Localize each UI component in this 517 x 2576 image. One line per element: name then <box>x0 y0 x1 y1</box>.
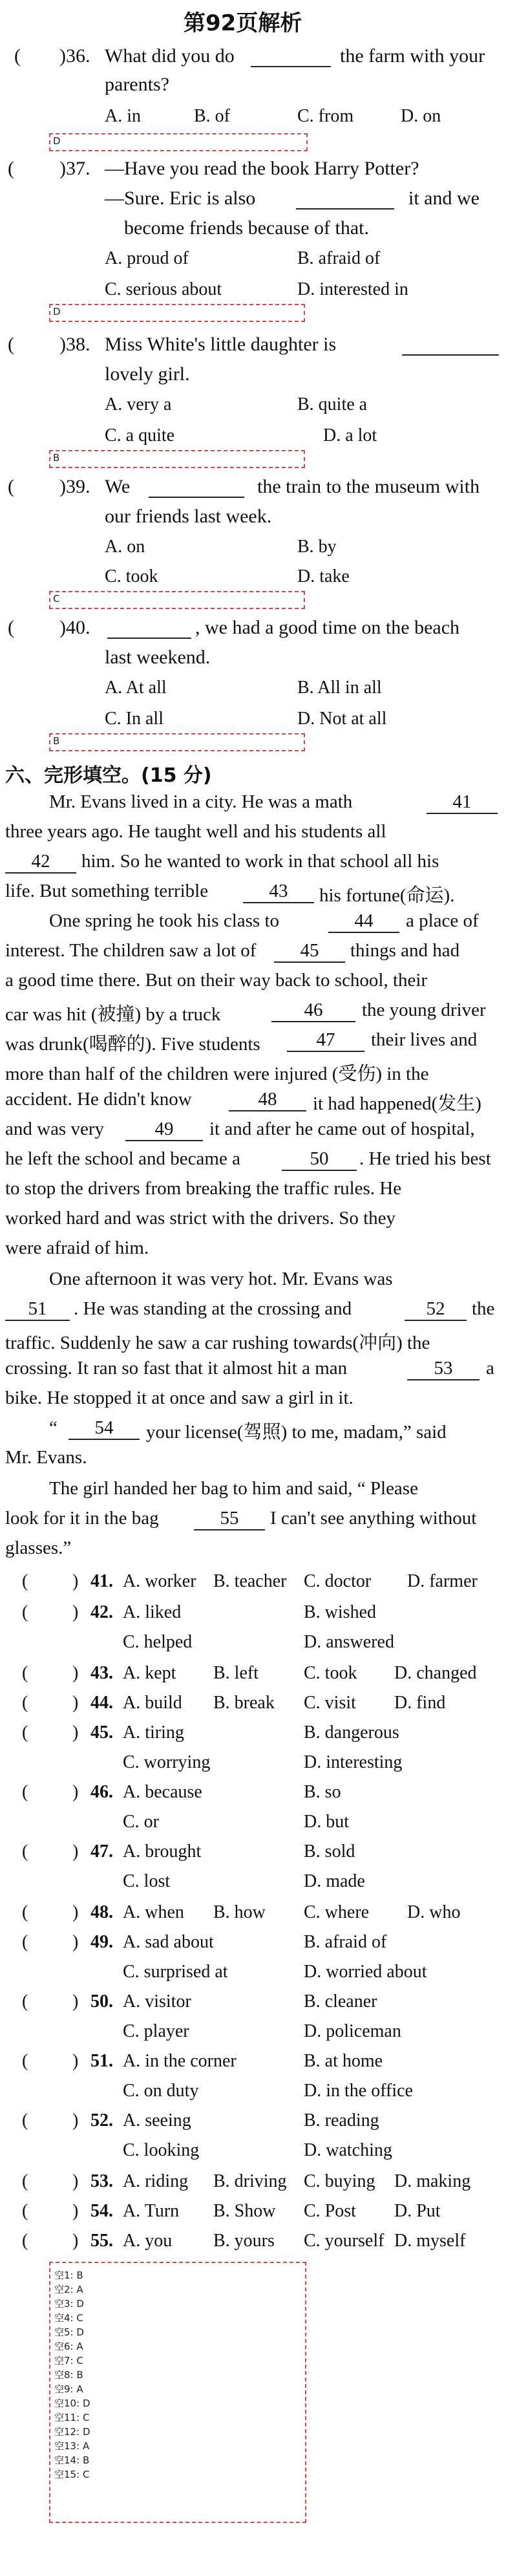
passage-line: Mr. Evans lived in a city. He was a math <box>49 791 353 812</box>
option-b: B. teacher <box>213 1571 287 1591</box>
question-number: 41. <box>90 1571 113 1591</box>
answer-key-row: 空4: C <box>54 2312 83 2324</box>
option-b: B. quite a <box>297 394 368 414</box>
option-a: A. tiring <box>123 1723 184 1743</box>
option-c: C. or <box>123 1812 159 1832</box>
question-number: 48. <box>90 1902 113 1922</box>
passage-line: . He was standing at the crossing and <box>74 1298 352 1319</box>
option-a: A. At all <box>105 678 167 698</box>
answer-paren: ( <box>22 2171 28 2191</box>
question-number: 54. <box>90 2201 113 2221</box>
option-d: D. who <box>407 1902 461 1922</box>
cloze-blank: 49 <box>125 1119 203 1141</box>
option-d: D. making <box>394 2171 471 2191</box>
option-d: D. answered <box>304 1632 394 1652</box>
answer-paren: ( <box>22 2231 28 2251</box>
answer-paren: ( <box>8 334 14 355</box>
passage-line: him. So he wanted to work in that school all his <box>81 851 439 872</box>
option-d: D. on <box>401 106 441 126</box>
answer-blank <box>149 497 244 498</box>
option-b: B. at home <box>304 2051 383 2071</box>
answer-paren: ( <box>22 1723 28 1743</box>
option-b: B. left <box>213 1663 258 1683</box>
question-number: 43. <box>90 1663 113 1683</box>
answer-paren: ( <box>22 2110 28 2131</box>
option-a: A. visitor <box>123 1991 191 2012</box>
question-number: 50. <box>90 1991 113 2012</box>
passage-line: I can't see anything without <box>270 1508 477 1529</box>
answer-paren: ( <box>8 617 14 638</box>
answer-paren: ( <box>22 1932 28 1952</box>
passage-line: glasses.” <box>5 1538 72 1558</box>
answer-text: B <box>53 452 60 464</box>
question-number: 47. <box>90 1841 113 1862</box>
passage-line: was drunk(喝醉的). Five students <box>5 1034 260 1055</box>
option-c: C. surprised at <box>123 1962 228 1982</box>
passage-line: One afternoon it was very hot. Mr. Evans was <box>49 1269 393 1289</box>
option-a: A. very a <box>105 394 172 414</box>
answer-key-row: 空12: D <box>54 2426 90 2438</box>
answer-paren: ) <box>72 2171 79 2191</box>
cloze-blank: 51 <box>5 1298 70 1321</box>
question-stem: Miss White's little daughter is <box>105 334 337 355</box>
option-b: B. sold <box>304 1841 355 1862</box>
option-a: A. seeing <box>123 2110 191 2131</box>
option-b: B. how <box>213 1902 266 1922</box>
passage-line: interest. The children saw a lot of <box>5 940 257 961</box>
answer-paren: ) <box>72 2110 79 2131</box>
answer-paren: ( <box>22 1902 28 1922</box>
passage-line: the <box>472 1298 495 1319</box>
option-c: C. doctor <box>304 1571 372 1591</box>
question-stem: last weekend. <box>105 647 211 668</box>
option-b: B. dangerous <box>304 1723 399 1743</box>
option-c: C. helped <box>123 1632 193 1652</box>
answer-box <box>49 133 308 151</box>
answer-box <box>49 450 305 468</box>
answer-blank <box>296 208 394 209</box>
option-c: C. on duty <box>123 2081 199 2101</box>
answer-paren: ) <box>72 1571 79 1591</box>
option-d: D. find <box>394 1693 446 1713</box>
question-number: 49. <box>90 1932 113 1952</box>
passage-line: One spring he took his class to <box>49 910 280 931</box>
question-stem: become friends because of that. <box>124 217 369 239</box>
option-c: C. from <box>297 106 354 126</box>
option-c: C. In all <box>105 709 164 729</box>
cloze-blank: 47 <box>287 1029 364 1052</box>
option-c: C. serious about <box>105 279 222 299</box>
answer-text: D <box>53 135 61 147</box>
answer-paren: ( <box>8 476 14 497</box>
option-d: D. Not at all <box>297 709 387 729</box>
answer-paren: ) <box>72 1841 79 1862</box>
passage-line: The girl handed her bag to him and said, “ Please <box>49 1478 418 1499</box>
passage-line: to stop the drivers from breaking the traffic rules. He <box>5 1178 402 1199</box>
question-number: 52. <box>90 2110 113 2131</box>
question-number: )38. <box>59 334 90 355</box>
option-a: A. when <box>123 1902 184 1922</box>
option-a: A. because <box>123 1782 202 1802</box>
option-d: D. policeman <box>304 2021 401 2041</box>
question-number: 53. <box>90 2171 113 2191</box>
answer-paren: ) <box>72 1602 79 1622</box>
option-c: C. lost <box>123 1871 171 1891</box>
answer-text: C <box>53 593 60 605</box>
question-stem: What did you do <box>105 45 235 67</box>
page-title: 第92页解析 <box>184 10 302 36</box>
passage-line: “ <box>49 1417 58 1438</box>
question-stem: —Have you read the book Harry Potter? <box>105 158 419 179</box>
option-c: C. a quite <box>105 425 175 445</box>
question-number: 44. <box>90 1693 113 1713</box>
passage-line: he left the school and became a <box>5 1148 240 1169</box>
answer-paren: ( <box>22 1693 28 1713</box>
option-a: A. brought <box>123 1841 202 1862</box>
option-b: B. of <box>194 106 230 126</box>
answer-key-row: 空11: C <box>54 2412 90 2423</box>
question-number: 55. <box>90 2231 113 2251</box>
option-b: B. cleaner <box>304 1991 377 2012</box>
answer-key-row: 空7: C <box>54 2355 83 2367</box>
cloze-blank: 53 <box>407 1358 480 1380</box>
question-number: 42. <box>90 1602 113 1622</box>
answer-box <box>49 304 305 322</box>
option-b: B. yours <box>213 2231 275 2251</box>
answer-key-row: 空5: D <box>54 2326 84 2338</box>
option-a: A. build <box>123 1693 182 1713</box>
option-c: C. looking <box>123 2140 200 2160</box>
option-d: D. but <box>304 1812 349 1832</box>
option-b: B. wished <box>304 1602 376 1622</box>
option-b: B. afraid of <box>297 248 381 268</box>
option-d: D. made <box>304 1871 365 1891</box>
passage-line: the young driver <box>362 1000 486 1020</box>
question-stem: the farm with your <box>340 45 485 67</box>
passage-line: a <box>486 1358 494 1379</box>
answer-blank <box>251 66 331 67</box>
option-c: C. yourself <box>304 2231 385 2251</box>
cloze-blank: 55 <box>194 1508 265 1530</box>
option-d: D. farmer <box>407 1571 478 1591</box>
passage-line: life. But something terrible <box>5 881 209 901</box>
option-d: D. worried about <box>304 1962 427 1982</box>
passage-line: look for it in the bag <box>5 1508 159 1529</box>
cloze-blank: 48 <box>229 1089 306 1111</box>
option-d: D. a lot <box>323 425 377 445</box>
passage-line: it had happened(发生) <box>313 1093 481 1114</box>
option-d: D. in the office <box>304 2081 413 2101</box>
question-stem: , we had a good time on the beach <box>195 617 460 638</box>
answer-box <box>49 733 305 751</box>
option-b: B. reading <box>304 2110 379 2131</box>
passage-line: it and after he came out of hospital, <box>209 1119 475 1139</box>
cloze-blank: 46 <box>271 1000 355 1022</box>
answer-paren: ( <box>22 1663 28 1683</box>
option-b: B. Show <box>213 2201 276 2221</box>
passage-line: a place of <box>406 910 479 931</box>
answer-paren: ) <box>72 2231 79 2251</box>
passage-line: more than half of the children were injured (受伤) in the <box>5 1064 429 1084</box>
option-d: D. take <box>297 566 350 586</box>
option-c: C. worrying <box>123 1752 211 1772</box>
option-a: A. in the corner <box>123 2051 237 2071</box>
option-b: B. driving <box>213 2171 287 2191</box>
option-a: A. in <box>105 106 141 126</box>
passage-line: bike. He stopped it at once and saw a girl in it. <box>5 1388 353 1408</box>
answer-paren: ) <box>72 1902 79 1922</box>
option-d: D. watching <box>304 2140 392 2160</box>
option-d: D. interested in <box>297 279 408 299</box>
passage-line: worked hard and was strict with the drivers. So they <box>5 1208 396 1229</box>
question-number: )36. <box>59 45 90 67</box>
question-stem: —Sure. Eric is also <box>105 188 256 209</box>
passage-line: a good time there. But on their way back to school, their <box>5 970 428 991</box>
answer-blank <box>402 354 499 356</box>
option-c: C. visit <box>304 1693 356 1713</box>
answer-paren: ( <box>8 158 14 179</box>
option-a: A. you <box>123 2231 173 2251</box>
passage-line: their lives and <box>371 1029 478 1050</box>
question-number: 51. <box>90 2051 113 2071</box>
passage-line: crossing. It ran so fast that it almost hit a man <box>5 1358 348 1379</box>
question-number: )37. <box>59 158 90 179</box>
option-b: B. so <box>304 1782 341 1802</box>
answer-key-row: 空6: A <box>54 2341 83 2352</box>
option-c: C. buying <box>304 2171 375 2191</box>
question-stem: lovely girl. <box>105 363 190 385</box>
option-c: C. where <box>304 1902 370 1922</box>
option-b: B. afraid of <box>304 1932 387 1952</box>
option-b: B. All in all <box>297 678 382 698</box>
passage-line: car was hit (被撞) by a truck <box>5 1004 221 1025</box>
answer-paren: ) <box>72 1932 79 1952</box>
passage-line: and was very <box>5 1119 105 1139</box>
answer-paren: ( <box>22 1602 28 1622</box>
answer-paren: ( <box>22 1841 28 1862</box>
option-c: C. player <box>123 2021 189 2041</box>
option-a: A. riding <box>123 2171 189 2191</box>
cloze-blank: 43 <box>243 881 314 903</box>
question-number: 45. <box>90 1723 113 1743</box>
option-d: D. myself <box>394 2231 466 2251</box>
answer-paren: ( <box>14 45 21 67</box>
question-stem: it and we <box>408 188 480 209</box>
option-a: A. Turn <box>123 2201 180 2221</box>
answer-paren: ( <box>22 1782 28 1802</box>
answer-blank <box>107 638 191 639</box>
question-stem: We <box>105 476 131 497</box>
cloze-blank: 42 <box>5 851 76 874</box>
passage-line: traffic. Suddenly he saw a car rushing towards(冲向) the <box>5 1333 430 1353</box>
option-d: D. interesting <box>304 1752 403 1772</box>
answer-paren: ) <box>72 1723 79 1743</box>
option-d: D. changed <box>394 1663 477 1683</box>
option-a: A. liked <box>123 1602 182 1622</box>
answer-key-row: 空9: A <box>54 2383 83 2395</box>
cloze-blank: 54 <box>69 1417 140 1440</box>
question-number: 46. <box>90 1782 113 1802</box>
option-c: C. took <box>105 566 158 586</box>
passage-line: were afraid of him. <box>5 1238 149 1258</box>
option-b: B. by <box>297 537 337 557</box>
answer-paren: ) <box>72 1782 79 1802</box>
cloze-blank: 45 <box>274 940 345 963</box>
question-stem: our friends last week. <box>105 506 272 527</box>
cloze-blank: 50 <box>282 1148 357 1171</box>
answer-key-row: 空10: D <box>54 2398 90 2409</box>
question-number: )40. <box>59 617 90 638</box>
question-stem: the train to the museum with <box>257 476 480 497</box>
option-d: D. Put <box>394 2201 441 2221</box>
passage-line: things and had <box>350 940 460 961</box>
option-c: C. Post <box>304 2201 356 2221</box>
answer-box <box>49 591 305 609</box>
cloze-blank: 44 <box>328 910 399 933</box>
passage-line: three years ago. He taught well and his students all <box>5 821 386 842</box>
passage-line: Mr. Evans. <box>5 1447 87 1468</box>
answer-key-row: 空1: B <box>54 2270 83 2281</box>
answer-paren: ) <box>72 1991 79 2012</box>
cloze-blank: 52 <box>405 1298 467 1321</box>
answer-key-row: 空8: B <box>54 2369 83 2381</box>
option-a: A. worker <box>123 1571 196 1591</box>
cloze-blank: 41 <box>427 791 498 814</box>
answer-paren: ) <box>72 2201 79 2221</box>
passage-line: your license(驾照) to me, madam,” said <box>146 1422 447 1443</box>
section-heading: 六、完形填空。(15 分) <box>5 764 212 787</box>
answer-paren: ( <box>22 2051 28 2071</box>
option-a: A. on <box>105 537 145 557</box>
question-number: )39. <box>59 476 90 497</box>
answer-paren: ) <box>72 1693 79 1713</box>
passage-line: . He tried his best <box>359 1148 491 1169</box>
answer-key-row: 空14: B <box>54 2454 90 2466</box>
answer-key-row: 空3: D <box>54 2298 84 2310</box>
option-a: A. sad about <box>123 1932 214 1952</box>
answer-key-row: 空13: A <box>54 2440 90 2452</box>
answer-paren: ( <box>22 1991 28 2012</box>
option-a: A. proud of <box>105 248 189 268</box>
option-c: C. took <box>304 1663 357 1683</box>
answer-text: B <box>53 735 60 747</box>
answer-key-row: 空15: C <box>54 2469 90 2480</box>
question-stem: parents? <box>105 74 169 95</box>
answer-key-row: 空2: A <box>54 2284 83 2295</box>
option-a: A. kept <box>123 1663 176 1683</box>
answer-paren: ) <box>72 1663 79 1683</box>
answer-text: D <box>53 306 61 317</box>
answer-paren: ( <box>22 1571 28 1591</box>
option-b: B. break <box>213 1693 275 1713</box>
answer-paren: ( <box>22 2201 28 2221</box>
answer-paren: ) <box>72 2051 79 2071</box>
answer-key-box <box>49 2262 306 2523</box>
passage-line: accident. He didn't know <box>5 1089 192 1110</box>
passage-line: his fortune(命运). <box>319 885 455 906</box>
